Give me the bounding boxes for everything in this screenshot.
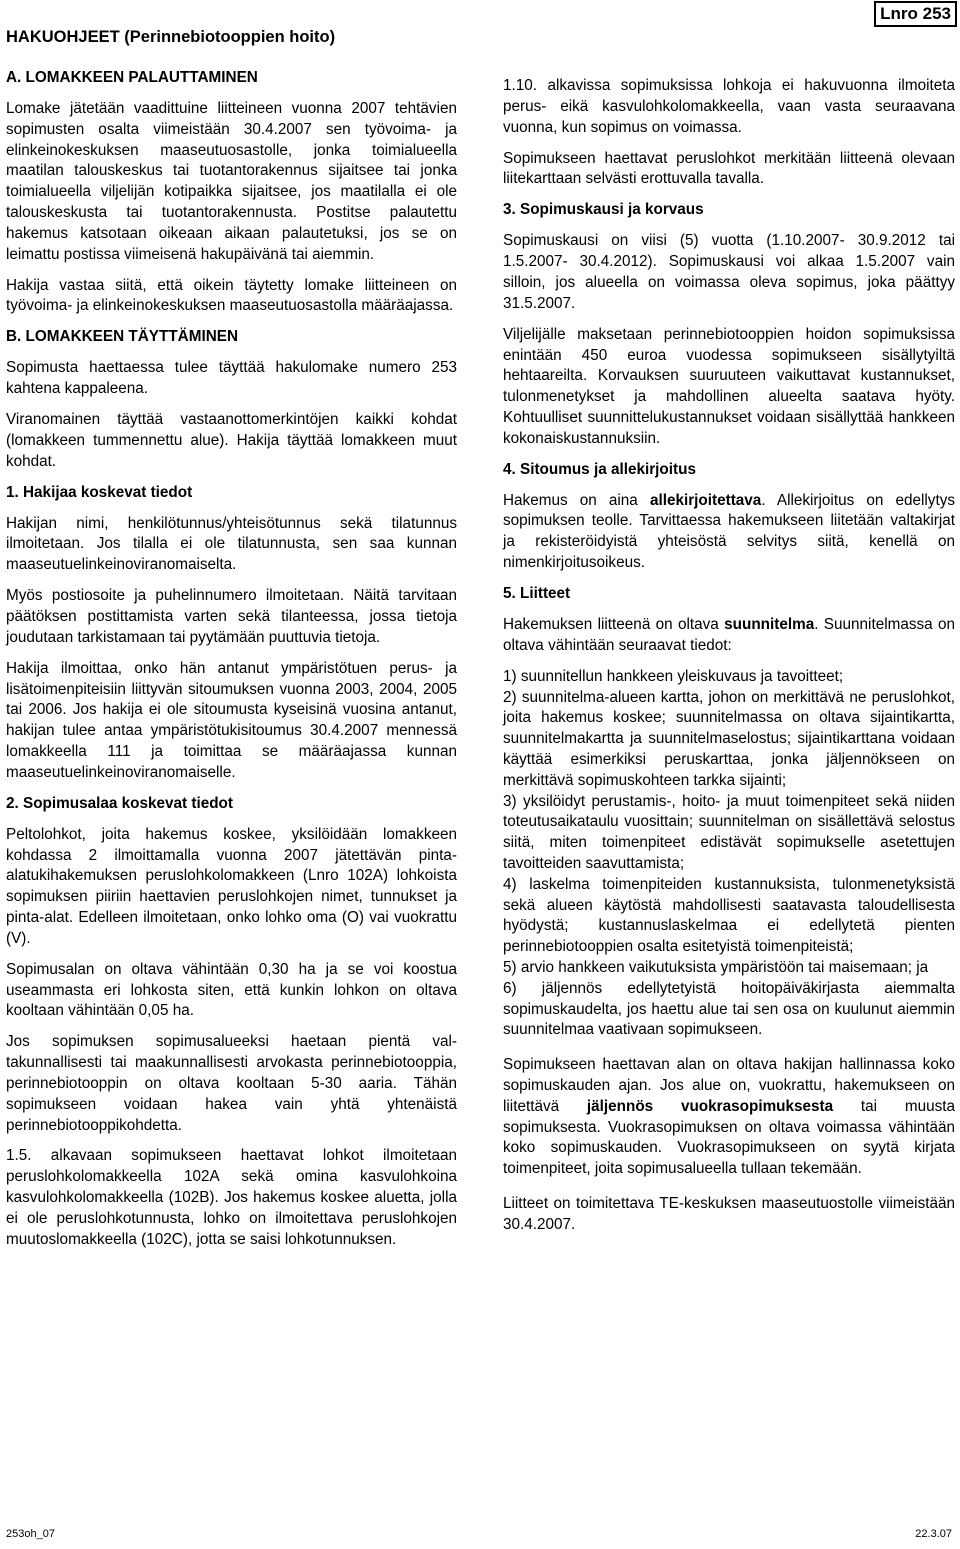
section-2-paragraph: Jos sopimuksen sopimusalueeksi haetaan pientä valtakunnallisesti tai maakunnallisesti arvokasta perinnebiotooppia, perinnebiotooppin on oltava kooltaan 5-30 aaria. Tähän sopimukseen voidaan hakea vain yhtä yhtenäistä perinnebiotooppikohdetta. xyxy=(6,1033,457,1134)
section-b-paragraph: Viranomainen täyttää vastaanottomerkintöjen kaikki kohdat (lomakkeen tummennettu alue). Hakija täyttää lomakkeen muut kohdat. xyxy=(6,411,457,470)
bold-text: allekirjoitettava xyxy=(649,491,762,509)
paragraph-final: Liitteet on toimitettava TE-keskuksen maaseutuostolle viimeistään 30.4.2007. xyxy=(503,1194,955,1233)
left-column xyxy=(6,68,457,1261)
section-1-paragraph: Myös postiosoite ja puhelinnumero ilmoitetaan. Näitä tarvitaan päätöksen postittamista varten sekä tilanteessa, jossa tietoja joudutaan tarkistamaan tai pyytämään puuttuvia tietoja. xyxy=(6,587,457,646)
section-2-paragraph: Peltolohkot, joita hakemus koskee, yksilöidään lomakkeen kohdassa 2 ilmoittamalla vuonna 2007 jätettävän pinta-alatukihakemuksen peruslohkolomakkeen (Lnro 102A) lohkoista sopimuksen piiriin haettavien peruslohkojen nimet, tunnukset ja pinta-alat. Edelleen ilmoitetaan, onko lohko oma (O) vai vuokrattu (V). xyxy=(6,825,457,947)
paragraph-area xyxy=(503,1055,955,1180)
section-2-heading: 2. Sopimusalaa koskevat tiedot xyxy=(6,794,233,812)
section-1-paragraph: Hakija ilmoittaa, onko hän antanut ympäristötuen perus- ja lisätoimenpiteisiin liittyvän sitoumuksen vuonna 2003, 2004, 2005 tai 2006. Jos hakija ei ole sitoumusta kyseisinä vuosina antanut, hakijan tulee antaa ympäristötukisitoumus 30.4.2007 mennessä lomakkeella 111 ja toimittaa se määräajassa kunnan maaseutuelinkeinoviranomaiselle. xyxy=(6,659,457,781)
section-a-paragraph: Lomake jätetään vaadittuine liitteineen vuonna 2007 tehtävien sopimusten osalta viimeistään 30.4.2007 sen työvoima- ja elinkeinokeskuksen maaseutuosastolle, jonka toimialueella maatilan talouskeskus tai tuotantorakennus sijaitsee tai jonka toimialueella viljelijän kotipaikka sijaitsee, jos maatilalla ei ole talouskeskusta tai tuotantorakennusta. Postitse palautettu hakemus katsotaan oikeaan aikaan palautetuksi, jos se on leimattu postissa viimeisenä hakupäivänä tai aiemmin. xyxy=(6,99,457,263)
section-5-heading: 5. Liitteet xyxy=(503,585,571,603)
section-b-paragraph: Sopimusta haettaessa tulee täyttää hakulomake numero 253 kahtena kappaleena. xyxy=(6,359,457,398)
paragraph-map: Sopimukseen haettavat peruslohkot merkitään liitteenä olevaan liitekarttaan selvästi erottuvalla tavalla. xyxy=(503,149,955,188)
section-3-paragraph: Sopimuskausi on viisi (5) vuotta (1.10.2007- 30.9.2012 tai 1.5.2007- 30.4.2012). Sopimuskausi voi alkaa 1.5.2007 vain silloin, jos alueella on voimassa oleva sopimus, joka päättyy 31.5.2007. xyxy=(503,232,955,312)
section-3-heading: 3. Sopimuskausi ja korvaus xyxy=(503,201,704,219)
section-2-paragraph: Sopimusalan on oltava vähintään 0,30 ha ja se voi koostua useammasta eri lohkosta siten, että kunkin lohkon on oltava kooltaan vähintään 0,05 ha. xyxy=(6,960,457,1020)
section-3-paragraph: Viljelijälle maksetaan perinnebiotooppien hoidon sopimuksissa enintään 450 euroa vuodessa sopimukseen sisällytyiltä hehtaareilta. Korvauksen suuruuteen vaikuttavat kustannukset, tulonmenetykset ja mahdollinen alueelta saatava hyöty. Kohtuulliset suunnittelukustannukset voidaan sisällyttää hankkeen kokonaiskustannuksiin. xyxy=(503,325,955,447)
form-number-box: Lnro 253 xyxy=(874,1,957,27)
text-run: Sopimukseen haettavan alan on oltava hakijan hallinnassa koko sopimuskauden ajan. Jos alue on, vuokrattu, hakemukseen on liitettävä xyxy=(503,1056,955,1115)
text-run: Hakemuksen liitteenä on oltava xyxy=(503,616,725,634)
list-item: 3) yksilöidyt perustamis-, hoito- ja muut toimenpiteet sekä niiden toteutusaikataulu vuosittain; suunnitelman on sisällettävä selostus siitä, miten toimenpiteet edistävät sopimukselle asetettujen tavoitteiden saavuttamista; xyxy=(503,792,955,872)
section-b-heading: B. LOMAKKEEN TÄYTTÄMINEN xyxy=(6,328,238,346)
section-1-paragraph: Hakijan nimi, henkilötunnus/yhteisötunnus sekä tilatunnus ilmoitetaan. Jos tilalla ei ole tilatunnusta, sen saa kunnan maaseutuelinkeinoviranomaiselta. xyxy=(6,514,457,574)
list-item: 2) suunnitelma-alueen kartta, johon on merkittävä ne peruslohkot, joita hakemus koskee; suunnitelmassa on oltava sijaintikartta, suunnitelmakartta ja suunnitelmaselostus; sijaintikarttana voidaan käyttää esimerkiksi peruskarttaa, jonka jäljennökseen on merkittävä sopimuskohteen tarkka sijainti; xyxy=(503,688,955,789)
footer-doc-code: 253oh_07 xyxy=(6,1528,55,1540)
section-a-paragraph: Hakija vastaa siitä, että oikein täytetty lomake liitteineen on työvoima- ja elinkeinokeskuksen maaseutuosastolla määräajassa. xyxy=(6,276,457,315)
section-a-heading: A. LOMAKKEEN PALAUTTAMINEN xyxy=(6,69,258,86)
bold-text: suunnitelma xyxy=(724,616,815,634)
list-item: 5) arvio hankkeen vaikutuksista ympäristöön tai maisemaan; ja xyxy=(503,958,929,976)
section-5-paragraph xyxy=(503,615,955,657)
text-run: Hakemus on aina xyxy=(503,491,650,509)
bold-text: jäljennös vuokrasopimuksesta xyxy=(586,1097,834,1115)
text-run: . Allekirjoitus on edellytys sopimuksen teolle. Tarvittaessa hakemukseen liitetään valtakirjat ja rekisteröidyistä yhteisöstä selvitys siitä, kenellä on nimenkirjoitusoikeus. xyxy=(503,491,956,572)
section-2-paragraph: 1.5. alkavaan sopimukseen haettavat lohkot ilmoitetaan peruslohkolomakkeella 102A sekä omina kasvulohkoina kasvulohkolomakkeella (102B). Jos hakemus koskee aluetta, jolla ei ole peruslohkotunnusta, lohko on ilmoitettava peruslohkojen muutoslomakkeella (102C), jotta se saisi lohkotunnuksen. xyxy=(6,1147,457,1248)
section-4-paragraph xyxy=(503,491,955,574)
paragraph-1-10: 1.10. alkavissa sopimuksissa lohkoja ei hakuvuonna ilmoiteta perus- eikä kasvulohkolomakkeella, vaan vasta seuraavana vuonna, kun sopimus on voimassa. xyxy=(503,77,955,136)
page-title: HAKUOHJEET (Perinnebiotooppien hoito) xyxy=(6,28,336,46)
section-1-heading: 1. Hakijaa koskevat tiedot xyxy=(6,483,193,501)
text-run: . Suunnitelmassa on oltava vähintään seuraavat tiedot: xyxy=(503,616,955,654)
text-run: tai muusta sopimuksesta. Vuokrasopimuksen on oltava voimassa vähintään koko sopimuskauden. Vuokrasopimukseen on syytä kirjata toimenpiteet, joita sopimusalueella tullaan tekemään. xyxy=(503,1097,955,1178)
section-4-heading: 4. Sitoumus ja allekirjoitus xyxy=(503,460,696,478)
footer-date: 22.3.07 xyxy=(915,1528,952,1540)
list-item: 1) suunnitellun hankkeen yleiskuvaus ja tavoitteet; xyxy=(503,667,844,685)
list-item: 6) jäljennös edellytetyistä hoitopäiväkirjasta aiemmalta sopimuskaudelta, jos haettu alue tai sen osa on kuulunut aiemmin suunnitelmaa vaativaan sopimukseen. xyxy=(503,979,955,1039)
right-column xyxy=(503,76,955,1246)
list-item: 4) laskelma toimenpiteiden kustannuksista, tulonmenetyksistä sekä alueen käytöstä mahdollisesti saatavasta taloudellisesta hyödystä; kustannuslaskelmaa ei edellytetä pienten perinnebiotooppien osalta esitetyistä toimenpiteistä; xyxy=(503,875,955,956)
